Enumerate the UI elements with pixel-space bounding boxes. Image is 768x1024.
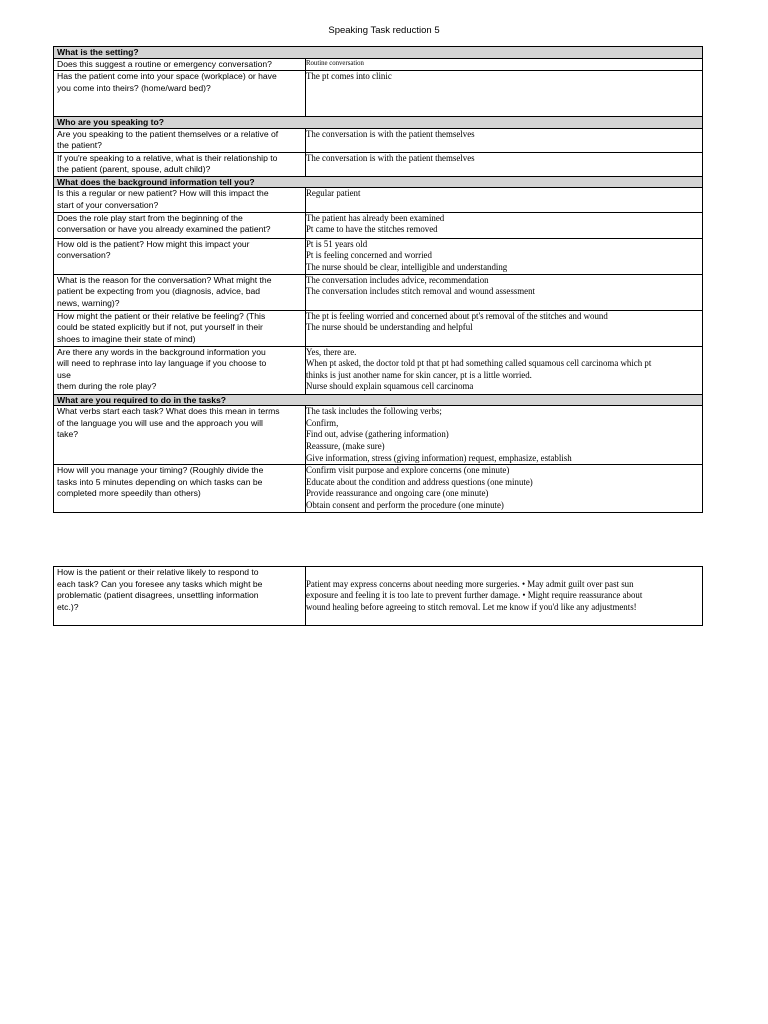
section-header-row: [54, 176, 703, 188]
question-cell: [54, 188, 306, 212]
cell-text-line: The pt comes into clinic: [306, 71, 392, 82]
cell-text-line: Yes, there are.: [306, 346, 357, 357]
question-cell: [54, 71, 306, 117]
cell-text-line: Provide reassurance and ongoing care (one minute): [306, 488, 489, 499]
section-header-row: [54, 394, 703, 406]
cell-text-line: The nurse should be clear, intelligible and understanding: [306, 261, 508, 272]
table-row: [54, 58, 703, 71]
section-header-row: [54, 47, 703, 59]
cell-text-line: Does the role play start from the beginning of the: [57, 212, 243, 223]
cell-text-line: How might the patient or their relative be feeling? (This: [57, 310, 266, 321]
section-heading: What is the setting?: [54, 47, 703, 59]
question-cell: [54, 152, 306, 176]
cell-text-line: How old is the patient? How might this impact your: [57, 238, 250, 249]
question-cell: [54, 346, 306, 394]
question-cell: [54, 212, 306, 238]
answer-cell: [306, 152, 703, 176]
table-row: [54, 212, 703, 238]
cell-text-line: The patient has already been examined: [306, 212, 445, 223]
answer-cell: [306, 58, 703, 71]
question-cell: [54, 128, 306, 152]
cell-text-line: What is the reason for the conversation? What might the: [57, 274, 272, 285]
cell-text-line: Obtain consent and perform the procedure (one minute): [306, 499, 504, 510]
cell-text-line: Confirm visit purpose and explore concerns (one minute): [306, 465, 510, 476]
cell-text-line: Pt came to have the stitches removed: [306, 224, 438, 235]
cell-text-line: exposure and feeling it is too late to prevent further damage. • Might require reassurance about: [306, 590, 643, 601]
cell-text-line: news, warning)?: [57, 297, 120, 308]
cell-text-line: Regular patient: [306, 188, 361, 199]
planning-table: [53, 46, 703, 513]
cell-text-line: Reassure, (make sure): [306, 440, 385, 451]
table-row: [54, 188, 703, 212]
cell-text-line: could be stated explicitly but if not, put yourself in their: [57, 322, 263, 333]
question-cell: [54, 274, 306, 310]
cell-text-line: The nurse should be understanding and helpful: [306, 322, 473, 333]
cell-text-line: Does this suggest a routine or emergency conversation?: [57, 58, 272, 69]
cell-text-line: The conversation is with the patient themselves: [306, 128, 475, 139]
cell-text-line: Nurse should explain squamous cell carcinoma: [306, 381, 474, 392]
answer-cell: [306, 212, 703, 238]
cell-text-line: use: [57, 369, 71, 380]
section-heading: What are you required to do in the tasks?: [54, 394, 703, 406]
cell-text-line: conversation?: [57, 250, 111, 261]
answer-cell: [306, 71, 703, 117]
table-row: [54, 310, 703, 346]
page-title: Speaking Task reduction 5: [328, 25, 440, 36]
answer-cell: [306, 567, 703, 626]
question-cell: [54, 238, 306, 274]
cell-text-line: patient be expecting from you (diagnosis, advice, bad: [57, 286, 261, 297]
table-row: [54, 128, 703, 152]
question-cell: [54, 465, 306, 513]
cell-text-line: When pt asked, the doctor told pt that pt had something called squamous cell carcinoma which pt: [306, 358, 652, 369]
cell-text-line: Find out, advise (gathering information): [306, 429, 449, 440]
answer-cell: [306, 128, 703, 152]
cell-text-line: of the language you will use and the approach you will: [57, 417, 263, 428]
table-row: [54, 567, 703, 626]
cell-text-line: Patient may express concerns about needing more surgeries. • May admit guilt over past sun: [306, 578, 634, 589]
answer-cell: [306, 346, 703, 394]
cell-text-line: If you're speaking to a relative, what is their relationship to: [57, 152, 278, 163]
section-header-row: [54, 117, 703, 129]
cell-text-line: thinks is just another name for skin cancer, pt is a little worried.: [306, 369, 532, 380]
cell-text-line: start of your conversation?: [57, 200, 159, 211]
cell-text-line: problematic (patient disagrees, unsettling information: [57, 590, 259, 601]
answer-cell: [306, 465, 703, 513]
cell-text-line: completed more speedily than others): [57, 488, 201, 499]
table-row: [54, 346, 703, 394]
cell-text-line: The conversation includes advice, recommendation: [306, 274, 489, 285]
answer-cell: [306, 188, 703, 212]
answer-cell: [306, 310, 703, 346]
cell-text-line: The conversation includes stitch removal and wound assessment: [306, 286, 535, 297]
table-row: [54, 71, 703, 117]
cell-text-line: Are you speaking to the patient themselves or a relative of: [57, 128, 279, 139]
cell-text-line: Routine conversation: [306, 59, 364, 67]
question-cell: [54, 406, 306, 465]
cell-text-line: Pt is feeling concerned and worried: [306, 250, 432, 261]
table-row: [54, 238, 703, 274]
table-row: [54, 406, 703, 465]
cell-text-line: How will you manage your timing? (Roughly divide the: [57, 465, 264, 476]
question-cell: [54, 567, 306, 626]
cell-text-line: them during the role play?: [57, 381, 157, 392]
cell-text-line: Are there any words in the background information you: [57, 346, 266, 357]
answer-cell: [306, 274, 703, 310]
cell-text-line: the patient?: [57, 140, 102, 151]
section-heading: Who are you speaking to?: [54, 117, 703, 129]
cell-text-line: The task includes the following verbs;: [306, 406, 442, 417]
cell-text-line: each task? Can you foresee any tasks which might be: [57, 578, 263, 589]
question-cell: [54, 310, 306, 346]
cell-text-line: Has the patient come into your space (workplace) or have: [57, 71, 277, 82]
cell-text-line: wound healing before agreeing to stitch removal. Let me know if you'd like any adjustments!: [306, 601, 637, 612]
cell-text-line: shoes to imagine their state of mind): [57, 333, 196, 344]
table-row: [54, 465, 703, 513]
cell-text-line: will need to rephrase into lay language if you choose to: [57, 358, 267, 369]
cell-text-line: How is the patient or their relative likely to respond to: [57, 567, 259, 577]
answer-cell: [306, 238, 703, 274]
cell-text-line: you come into theirs? (home/ward bed)?: [57, 82, 211, 93]
section-heading: What does the background information tell you?: [54, 176, 703, 188]
cell-text-line: Pt is 51 years old: [306, 238, 368, 249]
response-table: [53, 566, 703, 626]
cell-text-line: Confirm,: [306, 417, 339, 428]
cell-text-line: tasks into 5 minutes depending on which tasks can be: [57, 476, 263, 487]
cell-text-line: Educate about the condition and address questions (one minute): [306, 476, 533, 487]
table-row: [54, 152, 703, 176]
cell-text-line: What verbs start each task? What does this mean in terms: [57, 406, 280, 417]
cell-text-line: conversation or have you already examined the patient?: [57, 224, 271, 235]
cell-text-line: Is this a regular or new patient? How will this impact the: [57, 188, 269, 199]
cell-text-line: The conversation is with the patient themselves: [306, 152, 475, 163]
question-cell: [54, 58, 306, 71]
answer-cell: [306, 406, 703, 465]
cell-text-line: The pt is feeling worried and concerned about pt's removal of the stitches and wound: [306, 310, 608, 321]
cell-text-line: Give information, stress (giving information) request, emphasize, establish: [306, 452, 572, 463]
cell-text-line: etc.)?: [57, 601, 79, 612]
table-row: [54, 274, 703, 310]
cell-text-line: take?: [57, 429, 79, 440]
cell-text-line: the patient (parent, spouse, adult child)?: [57, 164, 211, 175]
